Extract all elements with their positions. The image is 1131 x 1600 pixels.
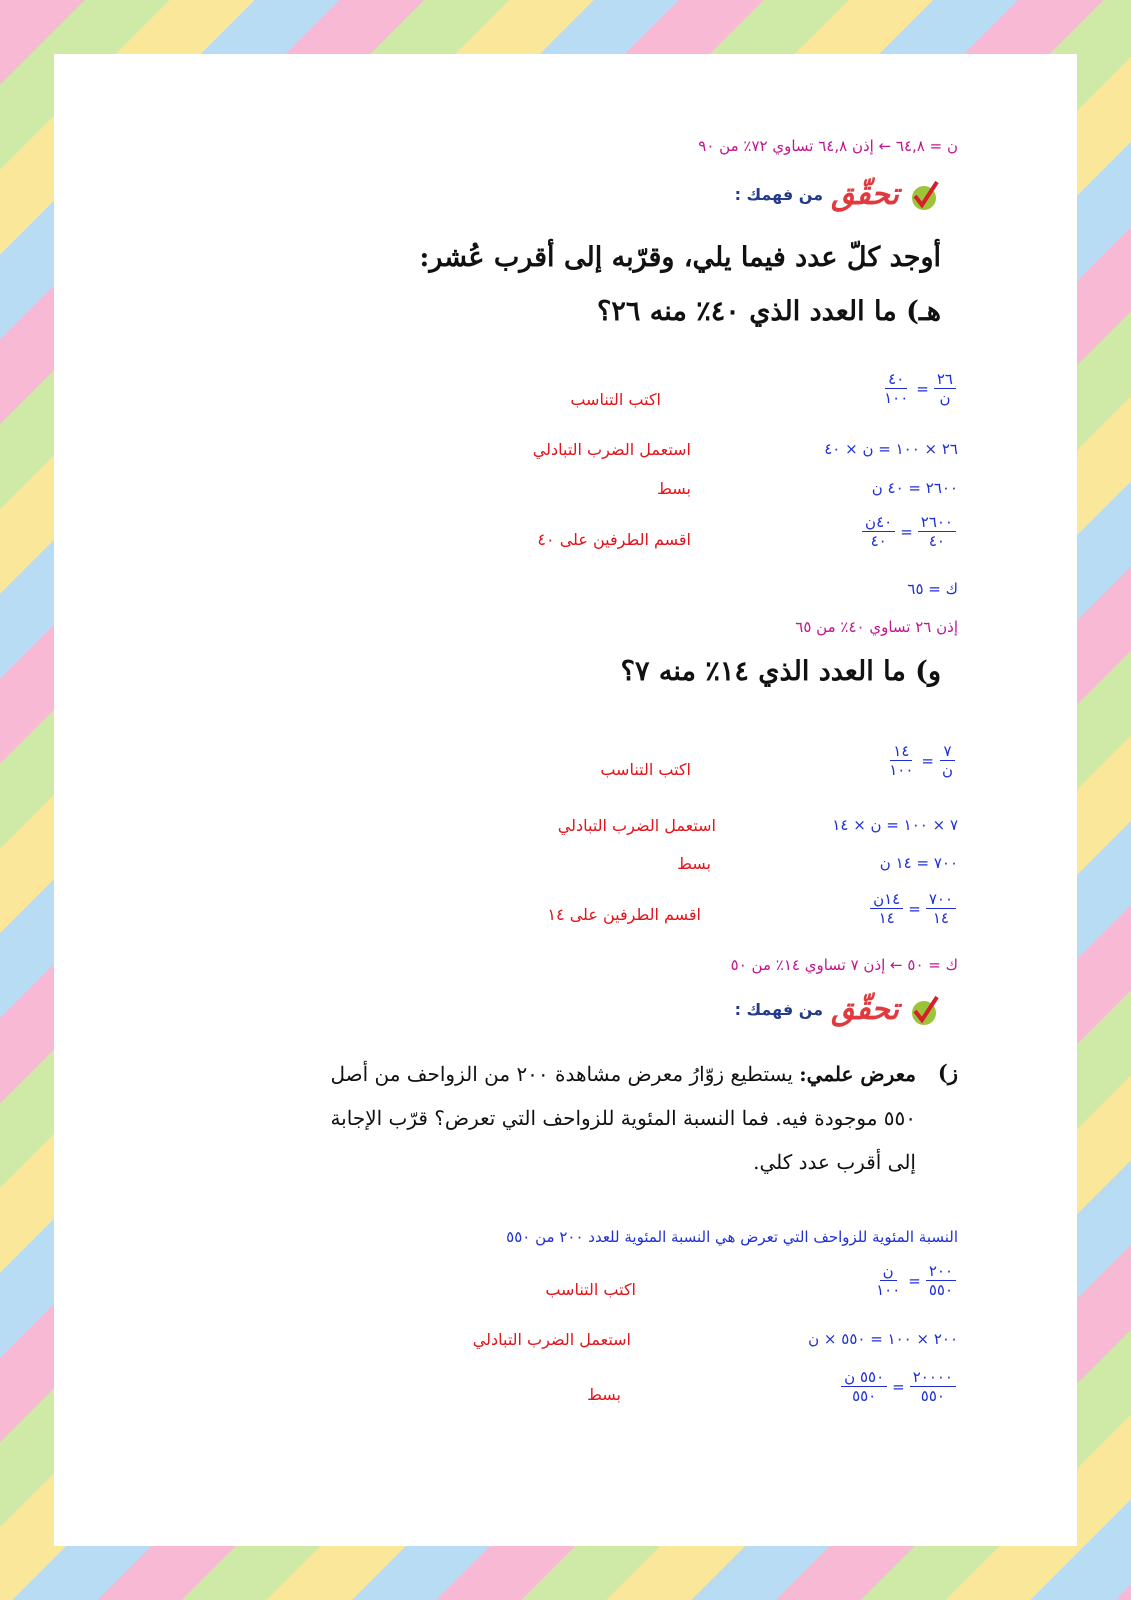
q-w-eq-2: ٧ × ١٠٠ = ن × ١٤ [832, 816, 958, 834]
q-w-result: ك = ٥٠ ← إذن ٧ تساوي ١٤٪ من ٥٠ [730, 956, 958, 974]
q-h-note-4: اقسم الطرفين على ٤٠ [537, 530, 691, 549]
question-z-topic: معرض علمي: [799, 1062, 916, 1086]
check-mark-icon [907, 178, 941, 212]
q-z-eq-2: ٢٠٠ × ١٠٠ = ٥٥٠ × ن [808, 1330, 958, 1348]
q-z-intro: النسبة المئوية للزواحف التي تعرض هي النسبة المئوية للعدد ٢٠٠ من ٥٥٠ [506, 1228, 958, 1246]
q-w-note-1: اكتب التناسب [600, 760, 691, 779]
check-subtitle: من فهمك : [734, 185, 824, 204]
q-w-note-2: استعمل الضرب التبادلي [557, 816, 716, 835]
q-w-divide: $\frac{٧٠٠}{١٤}$ = $\frac{\text{١٤ن}}{١٤}$ [868, 890, 958, 927]
q-h-note-3: بسط [657, 479, 691, 498]
question-z-label: ز) [937, 1060, 958, 1085]
q-h-note-1: اكتب التناسب [570, 390, 661, 409]
q-z-proportion: $\frac{٢٠٠}{٥٥٠}$ = $\frac{\text{ن}}{١٠٠}$ [871, 1262, 958, 1299]
question-w-title: و) ما العدد الذي ١٤٪ منه ٧؟ [620, 656, 941, 687]
check-understanding-heading [735, 177, 941, 212]
question-h-title: هـ) ما العدد الذي ٤٠٪ منه ٢٦؟ [597, 296, 941, 327]
q-h-note-2: استعمل الضرب التبادلي [532, 440, 691, 459]
q-z-note-3: بسط [587, 1385, 621, 1404]
q-w-note-3: بسط [677, 854, 711, 873]
previous-result: ن = ٦٤,٨ ← إذن ٦٤,٨ تساوي ٧٢٪ من ٩٠ [698, 137, 958, 155]
check-understanding-heading-2 [735, 992, 941, 1027]
q-w-proportion: $\frac{٧}{\text{ن}}$ = $\frac{١٤}{١٠٠}$ [889, 742, 953, 779]
q-z-divide: $\frac{٢٠٠٠٠}{٥٥٠}$ = $\frac{\text{٥٥٠ ن}}{٥٥٠}$ [839, 1368, 958, 1405]
q-h-eq-5: ك = ٦٥ [907, 580, 958, 598]
q-h-eq-2: ٢٦ × ١٠٠ = ن × ٤٠ [824, 440, 958, 458]
check-mark-icon [907, 993, 941, 1027]
check-word: تحقّق [831, 177, 899, 212]
question-z-paragraph [316, 1052, 916, 1184]
q-h-divide: $\frac{٢٦٠٠}{٤٠}$ = $\frac{\text{٤٠ن}}{٤٠}$ [860, 513, 958, 550]
q-h-eq-3: ٢٦٠٠ = ٤٠ ن [871, 479, 958, 497]
q-z-note-2: استعمل الضرب التبادلي [472, 1330, 631, 1349]
q-w-eq-3: ٧٠٠ = ١٤ ن [879, 854, 958, 872]
question-z-text: يستطيع زوّارُ معرض مشاهدة ٢٠٠ من الزواحف من أصل ٥٥٠ موجودة فيه. فما النسبة المئوية للزواحف التي تعرض؟ قرّب الإجابة إلى أقرب عدد كلي. [330, 1062, 916, 1174]
check-word-2: تحقّق [831, 992, 899, 1027]
check-subtitle-2: من فهمك : [734, 1000, 824, 1019]
q-z-note-1: اكتب التناسب [545, 1280, 636, 1299]
instruction: أوجد كلّ عدد فيما يلي، وقرّبه إلى أقرب عُشر: [419, 242, 941, 273]
worksheet-page [54, 54, 1077, 1546]
q-h-result: إذن ٢٦ تساوي ٤٠٪ من ٦٥ [795, 618, 958, 636]
q-h-proportion: $\frac{٢٦}{\text{ن}}$ = $\frac{٤٠}{١٠٠}$ [879, 370, 958, 407]
q-w-note-4: اقسم الطرفين على ١٤ [547, 905, 701, 924]
